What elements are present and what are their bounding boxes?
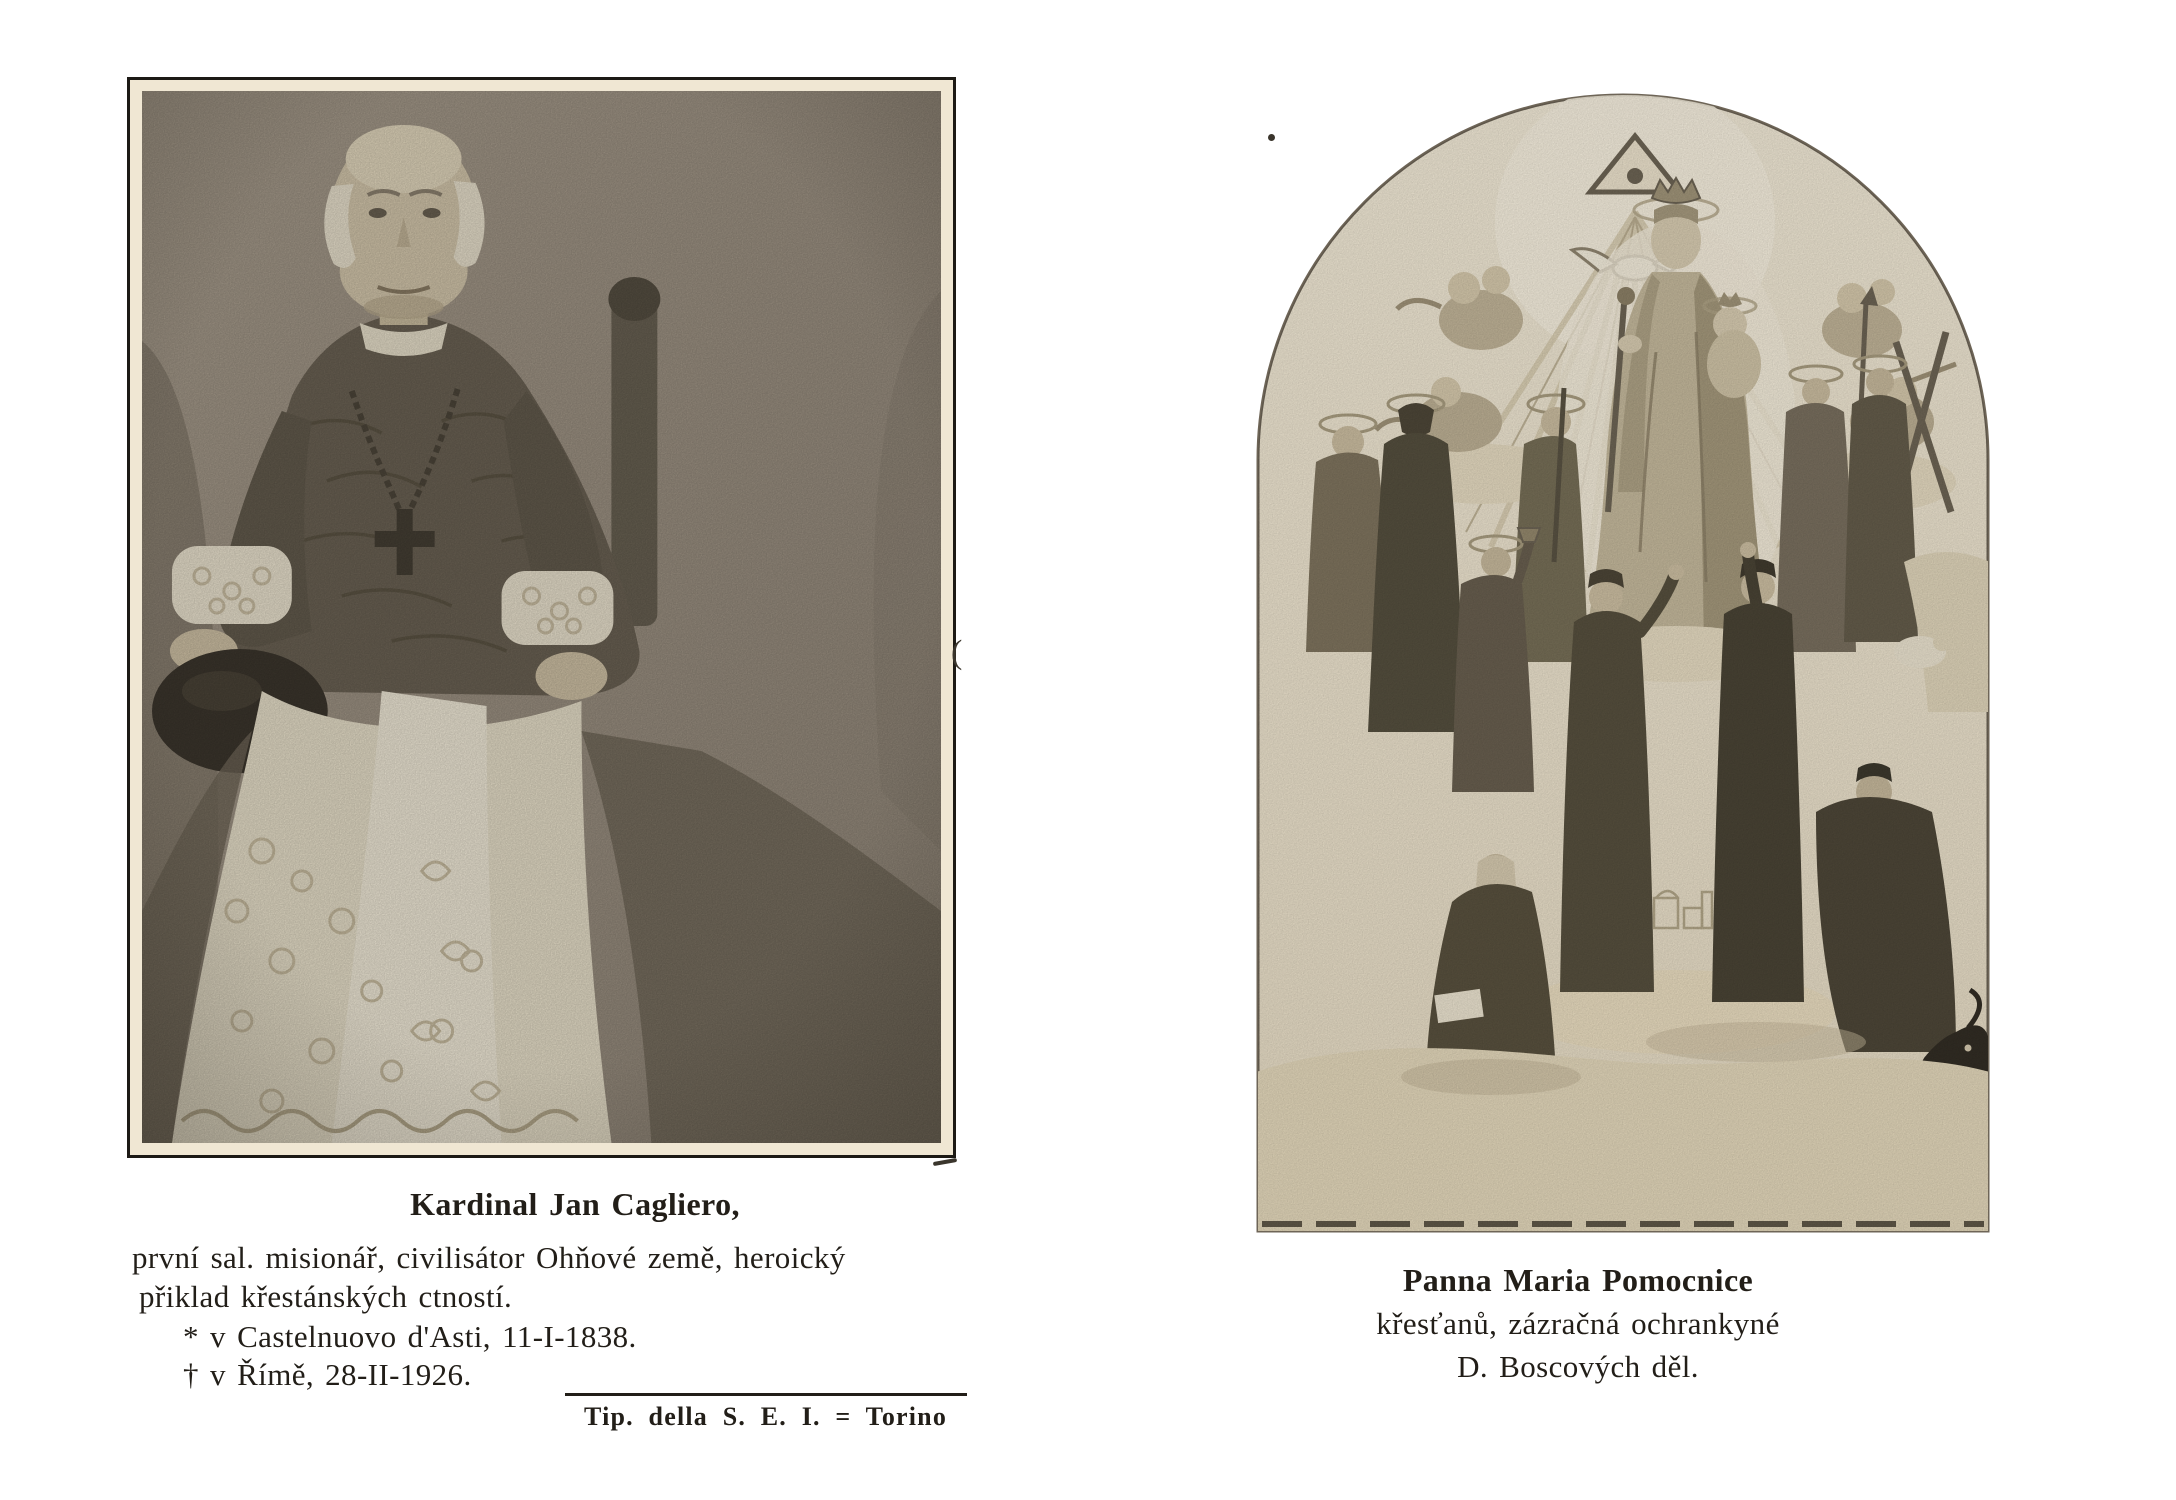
left-caption-title: Kardinal Jan Cagliero, <box>410 1186 740 1222</box>
printer-imprint: Tip. della S. E. I. = Torino <box>584 1402 948 1431</box>
right-caption-line3: D. Boscových děl. <box>1457 1349 1699 1384</box>
scan-artifact-dash <box>933 1158 957 1166</box>
left-caption-death: † v Římě, 28-II-1926. <box>183 1357 472 1392</box>
maria-pomocnice-engraving <box>1256 92 1990 1234</box>
grain-overlay-right <box>1256 92 1990 1234</box>
maria-pomocnice-plate <box>1256 92 1990 1234</box>
right-caption-title: Panna Maria Pomocnice <box>1402 1262 1754 1298</box>
cardinal-portrait <box>142 91 941 1143</box>
grain-overlay <box>142 91 941 1143</box>
left-caption-line2: první sal. misionář, civilisátor Ohňové země, heroický <box>132 1240 846 1275</box>
imprint-divider <box>565 1393 967 1396</box>
left-caption-birth: * v Castelnuovo d'Asti, 11-I-1838. <box>183 1319 637 1354</box>
scan-artifact-paren: ( <box>951 634 963 671</box>
left-caption-line3: přiklad křestánských ctností. <box>139 1279 513 1314</box>
right-caption-line2: křesťanů, zázračná ochrankyné <box>1376 1306 1780 1341</box>
engraving-scene <box>1256 92 1990 1234</box>
cardinal-portrait-plate <box>127 77 956 1158</box>
scan-artifact-dot <box>1268 134 1275 141</box>
